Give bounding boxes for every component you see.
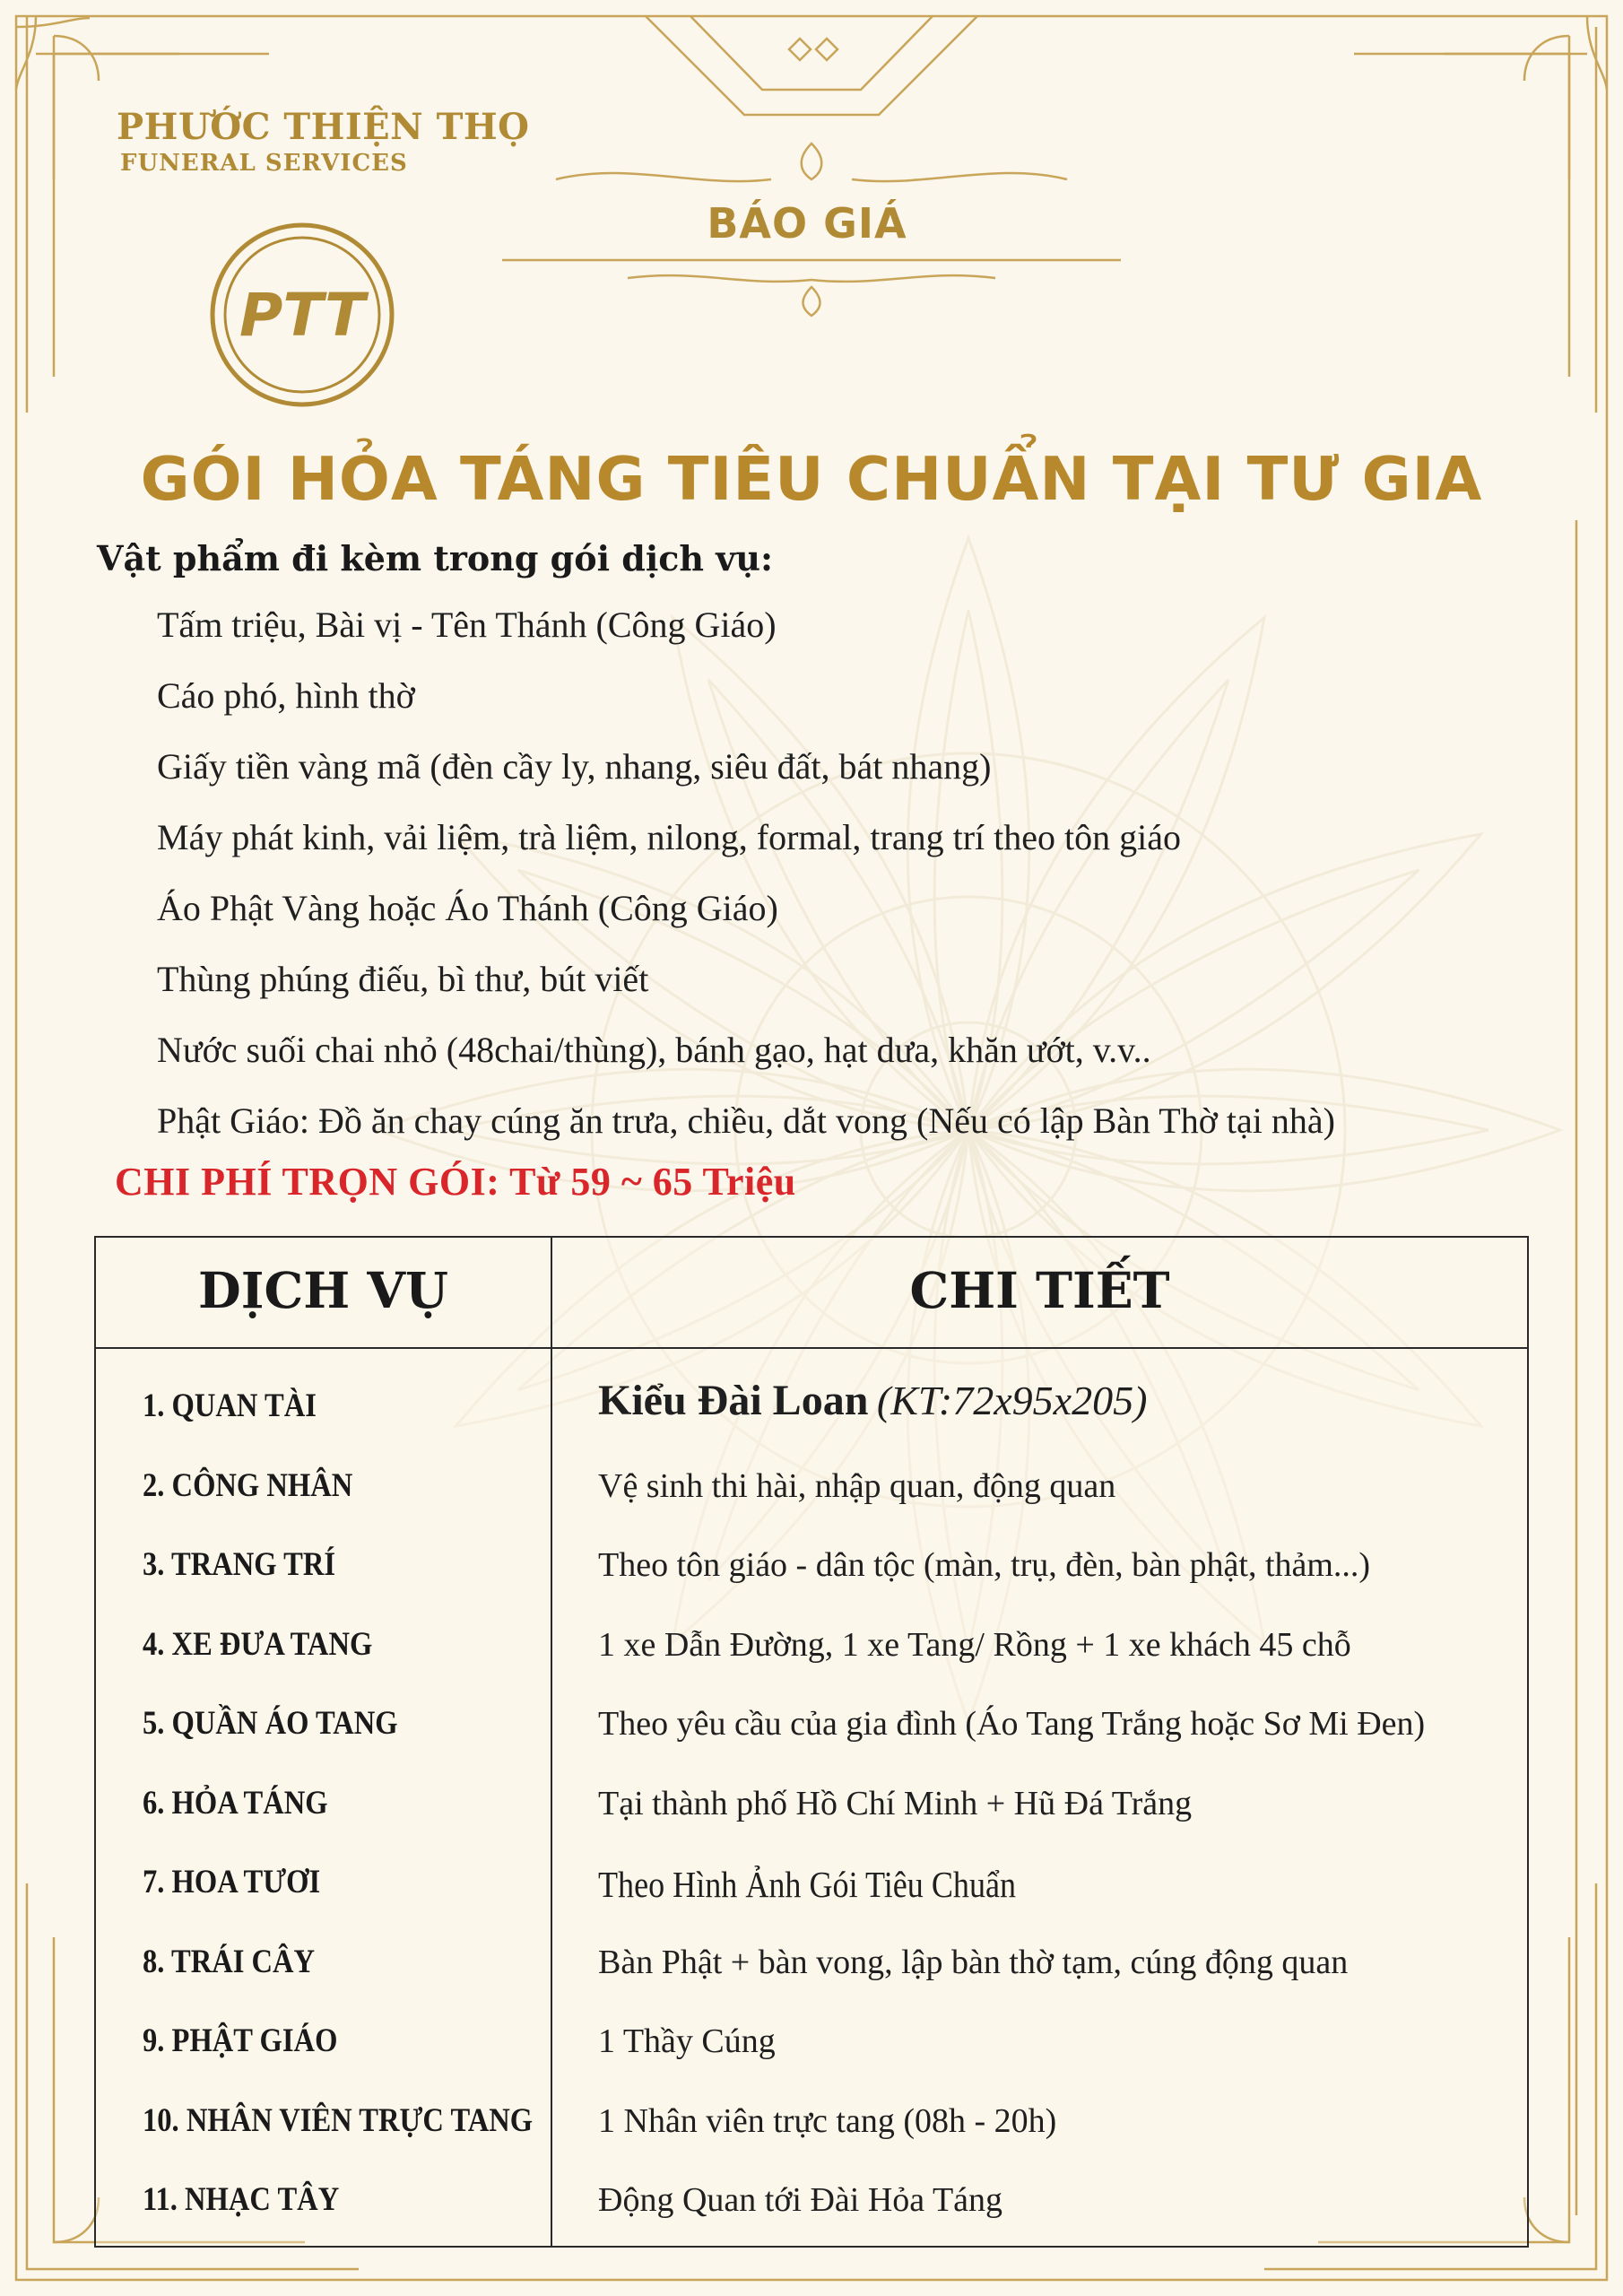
brand-name: PHƯỚC THIỆN THỌ (117, 106, 530, 148)
detail-cell: Động Quan tới Đài Hỏa Táng (598, 2181, 1003, 2219)
list-item: Phật Giáo: Đồ ăn chay cúng ăn trưa, chiều, dắt vong (Nếu có lập Bàn Thờ tại nhà) (157, 1100, 1335, 1141)
table-divider-horizontal (96, 1347, 1527, 1349)
table-row (96, 1454, 1527, 1534)
header-detail: CHI TIẾT (909, 1261, 1170, 1319)
list-item: Áo Phật Vàng hoặc Áo Thánh (Công Giáo) (157, 888, 778, 928)
table-row (96, 1930, 1527, 2010)
detail-cell: Theo yêu cầu của gia đình (Áo Tang Trắng hoặc Sơ Mi Đen) (598, 1705, 1426, 1743)
service-cell: 4. XE ĐƯA TANG (143, 1625, 373, 1663)
header-service: DỊCH VỤ (198, 1261, 448, 1319)
list-item: Máy phát kinh, vải liệm, trà liệm, nilong, formal, trang trí theo tôn giáo (157, 817, 1181, 857)
brand-block (117, 106, 530, 177)
table-row (96, 2168, 1527, 2248)
included-items-list (157, 599, 1335, 1166)
detail-cell: 1 Nhân viên trực tang (08h - 20h) (598, 2101, 1057, 2140)
detail-cell: Bàn Phật + bàn vong, lập bàn thờ tạm, cúng động quan (598, 1943, 1349, 1981)
brand-subtitle: FUNERAL SERVICES (120, 150, 408, 177)
detail-cell: Theo tôn giáo - dân tộc (màn, trụ, đèn, bàn phật, thảm...) (598, 1546, 1371, 1584)
list-item: Tấm triệu, Bài vị - Tên Thánh (Công Giáo) (157, 604, 777, 645)
table-row (96, 1771, 1527, 1851)
table-row (96, 2089, 1527, 2169)
list-item: Nước suối chai nhỏ (48chai/thùng), bánh gạo, hạt dưa, khăn ướt, v.v.. (157, 1030, 1151, 1070)
list-item: Cáo phó, hình thờ (157, 675, 415, 716)
detail-cell (598, 1376, 1147, 1425)
detail-cell: 1 xe Dẫn Đường, 1 xe Tang/ Rồng + 1 xe khách 45 chỗ (598, 1625, 1351, 1664)
detail-cell: Tại thành phố Hồ Chí Minh + Hũ Đá Trắng (598, 1784, 1193, 1822)
ptt-logo-icon (208, 221, 396, 409)
list-item: Giấy tiền vàng mã (đèn cầy ly, nhang, siêu đất, bát nhang) (157, 746, 992, 787)
list-item: Thùng phúng điếu, bì thư, bút viết (157, 959, 649, 999)
table-row (96, 2009, 1527, 2089)
service-cell: 1. QUAN TÀI (143, 1387, 317, 1424)
service-cell: 5. QUẦN ÁO TANG (143, 1705, 398, 1742)
service-cell: 9. PHẬT GIÁO (143, 2022, 338, 2059)
items-heading: Vật phẩm đi kèm trong gói dịch vụ: (97, 538, 773, 578)
service-cell: 10. NHÂN VIÊN TRỰC TANG (143, 2101, 534, 2139)
detail-main: Kiểu Đài Loan (598, 1377, 869, 1424)
table-row (96, 1613, 1527, 1692)
service-table (94, 1236, 1529, 2248)
service-cell: 3. TRANG TRÍ (143, 1546, 336, 1583)
package-price: CHI PHÍ TRỌN GÓI: Từ 59 ~ 65 Triệu (115, 1160, 796, 1204)
doc-label: BÁO GIÁ (707, 199, 907, 248)
detail-cell: Vệ sinh thi hài, nhập quan, động quan (598, 1466, 1116, 1505)
page-title: GÓI HỎA TÁNG TIÊU CHUẨN TẠI TƯ GIA (140, 444, 1483, 514)
service-cell: 8. TRÁI CÂY (143, 1943, 316, 1980)
table-row (96, 1850, 1527, 1930)
detail-cell: Theo Hình Ảnh Gói Tiêu Chuẩn (598, 1864, 1017, 1905)
table-row (96, 1374, 1527, 1454)
service-cell: 11. NHẠC TÂY (143, 2181, 340, 2218)
table-row (96, 1533, 1527, 1613)
service-cell: 2. CÔNG NHÂN (143, 1466, 353, 1504)
detail-note: (KT:72x95x205) (876, 1378, 1148, 1423)
service-cell: 6. HỎA TÁNG (143, 1784, 328, 1822)
table-body (96, 1374, 1527, 2248)
table-row (96, 1692, 1527, 1771)
service-cell: 7. HOA TƯƠI (143, 1864, 321, 1900)
logo-text: PTT (239, 281, 365, 350)
detail-cell: 1 Thầy Cúng (598, 2022, 776, 2060)
